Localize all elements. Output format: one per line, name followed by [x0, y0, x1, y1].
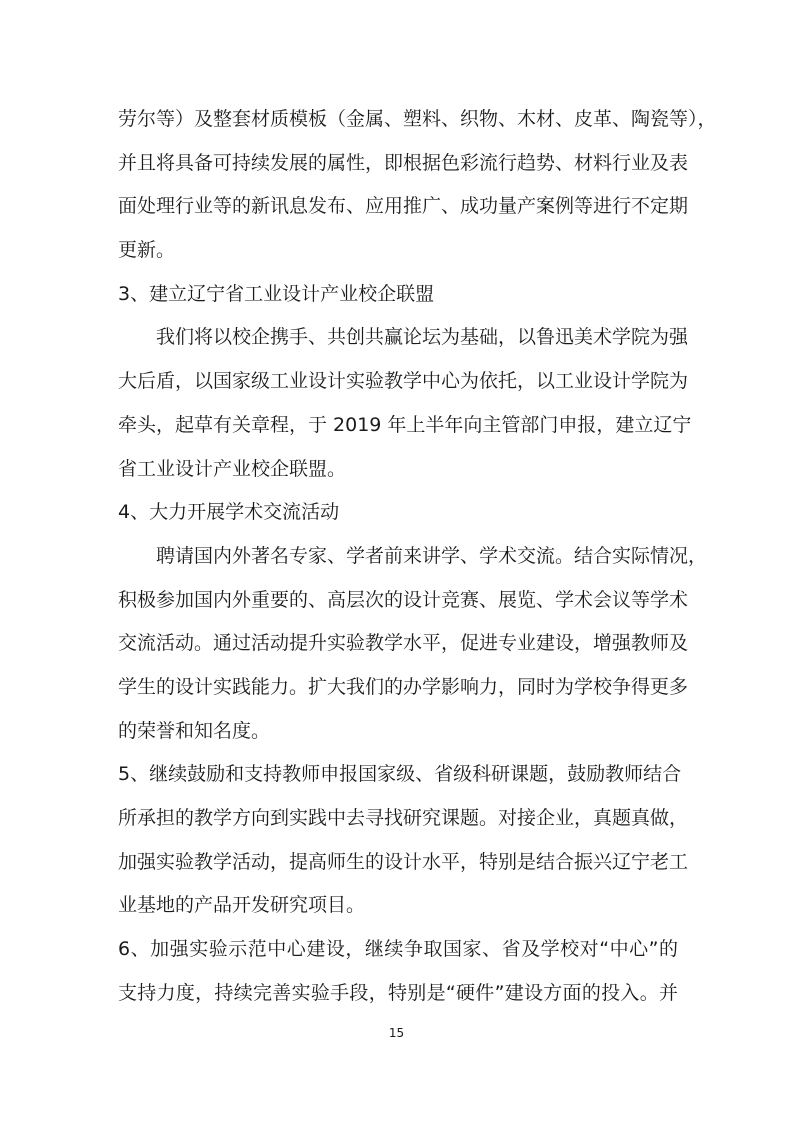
page-number: 15 [388, 1026, 405, 1040]
text-line: 所承担的教学方向到实践中去寻找研究课题。对接企业，真题真做， [118, 807, 689, 829]
section-heading: 6、加强实验示范中心建设，继续争取国家、省及学校对“中心”的 [118, 938, 678, 961]
section-heading: 3、建立辽宁省工业设计产业校企联盟 [118, 282, 435, 305]
text-line: 交流活动。通过活动提升实验教学水平，促进专业建设，增强教师及 [118, 632, 689, 655]
text-line: 我们将以校企携手、共创共赢论坛为基础，以鲁迅美术学院为强 [156, 326, 689, 349]
text-line: 并且将具备可持续发展的属性，即根据色彩流行趋势、材料行业及表 [118, 151, 689, 174]
text-line: 积极参加国内外重要的、高层次的设计竞赛、展览、学术会议等学术 [118, 588, 689, 611]
text-line: 业基地的产品开发研究项目。 [118, 894, 366, 917]
text-line: 省工业设计产业校企联盟。 [118, 457, 347, 480]
text-line: 面处理行业等的新讯息发布、应用推广、成功量产案例等进行不定期 [118, 195, 689, 218]
text-line: 支持力度，持续完善实验手段，特别是“硬件”建设方面的投入。并 [118, 981, 678, 1004]
section-heading: 4、大力开展学术交流活动 [118, 501, 340, 524]
text-line: 牵头，起草有关章程，于 2019 年上半年向主管部门申报，建立辽宁 [118, 413, 692, 436]
text-line: 大后盾，以国家级工业设计实验教学中心为依托，以工业设计学院为 [118, 370, 689, 393]
text-line: 加强实验教学活动，提高师生的设计水平，特别是结合振兴辽宁老工 [118, 850, 689, 873]
text-line: 聘请国内外著名专家、学者前来讲学、学术交流。结合实际情况， [156, 544, 708, 567]
section-heading: 5、继续鼓励和支持教师申报国家级、省级科研课题，鼓励教师结合 [118, 763, 682, 786]
text-line: 劳尔等）及整套材质模板（金属、塑料、织物、木材、皮革、陶瓷等）， [118, 108, 717, 130]
document-body [118, 98, 717, 1015]
text-line: 更新。 [118, 239, 176, 262]
text-line: 学生的设计实践能力。扩大我们的办学影响力，同时为学校争得更多 [118, 675, 689, 698]
text-line: 的荣誉和知名度。 [118, 719, 271, 742]
